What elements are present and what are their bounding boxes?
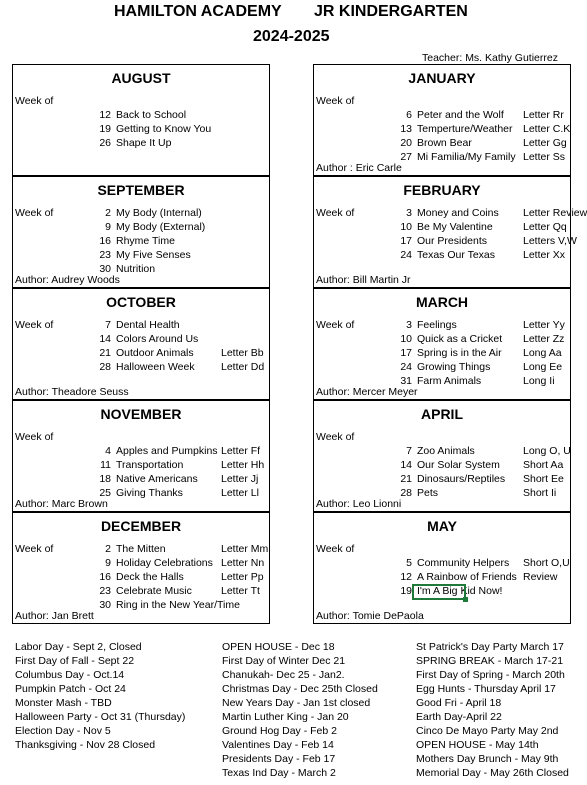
week-theme: Halloween Week xyxy=(116,361,195,373)
week-row xyxy=(13,109,269,123)
month-title: MAY xyxy=(427,518,457,534)
week-theme: Mi Familia/My Family xyxy=(417,151,516,163)
week-row xyxy=(314,207,587,221)
event-item: St Patrick's Day Party March 17 xyxy=(416,641,564,653)
week-letter: Long Ii xyxy=(523,375,555,387)
event-item: OPEN HOUSE - May 14th xyxy=(416,739,539,751)
week-letter: Letter Jj xyxy=(221,473,259,485)
events-column-3 xyxy=(416,640,569,780)
week-theme: My Five Senses xyxy=(116,249,191,261)
week-row xyxy=(13,585,269,599)
week-letter: Long Aa xyxy=(523,347,562,359)
week-row xyxy=(13,249,269,263)
month-title: JANUARY xyxy=(408,70,476,86)
event-item: Christmas Day - Dec 25th Closed xyxy=(222,683,378,695)
week-letter: Letter Tt xyxy=(221,585,260,597)
event-item: SPRING BREAK - March 17-21 xyxy=(416,655,564,667)
week-theme: Transportation xyxy=(116,459,184,471)
week-date: 3 xyxy=(406,319,412,331)
week-row xyxy=(314,473,570,487)
week-theme: Colors Around Us xyxy=(116,333,199,345)
week-theme: Dinosaurs/Reptiles xyxy=(417,473,506,485)
week-row xyxy=(13,543,269,557)
week-letter: Short Ii xyxy=(523,487,557,499)
week-letter: Letter Zz xyxy=(523,333,565,345)
week-date: 17 xyxy=(400,347,412,359)
week-date: 28 xyxy=(99,361,111,373)
week-letter: Letter Dd xyxy=(221,361,265,373)
week-row xyxy=(13,207,269,221)
week-theme: My Body (Internal) xyxy=(116,207,202,219)
month-title: APRIL xyxy=(421,406,463,422)
week-theme: Feelings xyxy=(417,319,457,331)
week-row xyxy=(314,571,570,585)
month-author: Author: Mercer Meyer xyxy=(316,386,418,398)
week-letter: Letter Gg xyxy=(523,137,567,149)
event-item: Pumpkin Patch - Oct 24 xyxy=(15,683,126,695)
week-row xyxy=(13,319,269,333)
week-theme: Rhyme Time xyxy=(116,235,175,247)
event-item: Egg Hunts - Thursday April 17 xyxy=(416,683,556,695)
week-row xyxy=(314,459,570,473)
month-september xyxy=(12,176,270,288)
week-row xyxy=(13,333,269,347)
week-date: 20 xyxy=(400,137,412,149)
month-author: Author: Tomie DePaola xyxy=(316,610,424,622)
week-date: 24 xyxy=(400,249,412,261)
week-row xyxy=(314,123,570,137)
month-author: Author : Eric Carle xyxy=(316,162,402,174)
month-author: Author: Jan Brett xyxy=(15,610,94,622)
week-row xyxy=(314,235,577,249)
week-letter: Short Aa xyxy=(523,459,564,471)
month-august xyxy=(12,64,270,176)
event-item: Texas Ind Day - March 2 xyxy=(222,767,336,779)
week-theme: Pets xyxy=(417,487,439,499)
event-item: Earth Day-April 22 xyxy=(416,711,502,723)
event-item: Cinco De Mayo Party May 2nd xyxy=(416,725,559,737)
week-theme: Giving Thanks xyxy=(116,487,183,499)
selected-cell[interactable] xyxy=(412,584,466,600)
event-item: First Day of Fall - Sept 22 xyxy=(15,655,135,667)
week-of-label: Week of xyxy=(15,95,54,107)
week-date: 14 xyxy=(99,333,111,345)
week-theme: The Mitten xyxy=(116,543,166,555)
week-theme: Peter and the Wolf xyxy=(417,109,504,121)
week-date: 31 xyxy=(400,375,412,387)
month-title: AUGUST xyxy=(111,70,171,86)
week-row xyxy=(13,361,269,375)
week-date: 2 xyxy=(105,207,111,219)
week-row xyxy=(13,347,269,361)
event-item: First Day of Spring - March 20th xyxy=(416,669,565,681)
week-row xyxy=(314,137,570,151)
week-row xyxy=(314,361,570,375)
week-row xyxy=(13,445,269,459)
week-theme: Nutrition xyxy=(116,263,156,275)
week-letter: Long Ee xyxy=(523,361,563,373)
month-author: Author: Theadore Seuss xyxy=(15,386,129,398)
week-date: 12 xyxy=(400,571,412,583)
event-item: Good Fri - April 18 xyxy=(416,697,502,709)
week-letter: Long O, U xyxy=(523,445,571,457)
week-date: 30 xyxy=(99,599,111,611)
month-february xyxy=(313,176,587,288)
week-date: 14 xyxy=(400,459,412,471)
events-column-1 xyxy=(15,640,185,752)
week-letter: Short O,U xyxy=(523,557,570,569)
event-item: Presidents Day - Feb 17 xyxy=(222,753,336,765)
month-author: Author: Bill Martin Jr xyxy=(316,274,411,286)
week-letter: Letter Hh xyxy=(221,459,265,471)
event-item: Martin Luther King - Jan 20 xyxy=(222,711,349,723)
week-date: 19 xyxy=(99,123,111,135)
week-date: 7 xyxy=(406,445,412,457)
week-theme: Ring in the New Year/Time xyxy=(116,599,240,611)
week-date: 2 xyxy=(105,543,111,555)
week-of-label: Week of xyxy=(15,319,54,331)
week-date: 12 xyxy=(99,109,111,121)
week-theme: Getting to Know You xyxy=(116,123,212,135)
month-title: SEPTEMBER xyxy=(97,182,185,198)
week-date: 5 xyxy=(406,557,412,569)
week-theme: Growing Things xyxy=(417,361,491,373)
week-letter: Letter C.K xyxy=(523,123,571,135)
week-theme: Spring is in the Air xyxy=(417,347,502,359)
week-row xyxy=(13,571,269,585)
week-theme: My Body (External) xyxy=(116,221,206,233)
week-row xyxy=(314,221,570,235)
week-of-label: Week of xyxy=(316,431,355,443)
week-date: 9 xyxy=(105,557,111,569)
week-theme: Back to School xyxy=(116,109,187,121)
week-date: 30 xyxy=(99,263,111,275)
week-row xyxy=(314,347,570,361)
week-row xyxy=(13,459,269,473)
week-of-label: Week of xyxy=(15,543,54,555)
month-author: Author: Marc Brown xyxy=(15,498,108,510)
week-letter: Letter Pp xyxy=(221,571,264,583)
week-date: 19 xyxy=(400,585,412,597)
event-item: Monster Mash - TBD xyxy=(15,697,112,709)
program-name: JR KINDERGARTEN xyxy=(314,3,468,20)
week-letter: Letter Xx xyxy=(523,249,566,261)
event-item: Mothers Day Brunch - May 9th xyxy=(416,753,559,765)
week-date: 10 xyxy=(400,221,412,233)
week-row xyxy=(13,137,269,151)
week-letter: Letter Bb xyxy=(221,347,264,359)
week-theme: Community Helpers xyxy=(417,557,510,569)
week-theme: Our Presidents xyxy=(417,235,488,247)
week-letter: Short Ee xyxy=(523,473,564,485)
event-item: Chanukah- Dec 25 - Jan2. xyxy=(222,669,345,681)
week-letter: Letter Nn xyxy=(221,557,265,569)
week-date: 21 xyxy=(400,473,412,485)
week-row xyxy=(13,557,269,571)
month-november xyxy=(12,400,270,512)
event-item: Thanksgiving - Nov 28 Closed xyxy=(15,739,156,751)
week-theme: Money and Coins xyxy=(417,207,499,219)
school-year: 2024-2025 xyxy=(253,28,330,45)
week-letter: Letters V,W xyxy=(523,235,577,247)
event-item: Valentines Day - Feb 14 xyxy=(222,739,334,751)
week-date: 9 xyxy=(105,221,111,233)
teacher-name: Teacher: Ms. Kathy Gutierrez xyxy=(422,52,558,64)
week-theme: Native Americans xyxy=(116,473,198,485)
week-theme: Holiday Celebrations xyxy=(116,557,213,569)
week-row xyxy=(314,249,570,263)
fill-handle[interactable] xyxy=(463,597,468,602)
week-theme: Our Solar System xyxy=(417,459,500,471)
school-name: HAMILTON ACADEMY xyxy=(114,3,282,20)
week-letter: Letter Ss xyxy=(523,151,566,163)
week-row xyxy=(314,109,570,123)
event-item: Memorial Day - May 26th Closed xyxy=(416,767,569,779)
week-theme: Texas Our Texas xyxy=(417,249,496,261)
week-date: 6 xyxy=(406,109,412,121)
week-of-label: Week of xyxy=(316,319,355,331)
week-letter: Letter Qq xyxy=(523,221,567,233)
week-of-label: Week of xyxy=(15,207,54,219)
event-item: Election Day - Nov 5 xyxy=(15,725,111,737)
week-row xyxy=(13,473,269,487)
month-october xyxy=(12,288,270,400)
week-theme: Be My Valentine xyxy=(417,221,493,233)
week-date: 21 xyxy=(99,347,111,359)
month-december xyxy=(12,512,270,624)
week-row xyxy=(314,319,570,333)
week-theme: Farm Animals xyxy=(417,375,482,387)
week-date: 7 xyxy=(105,319,111,331)
event-item: Labor Day - Sept 2, Closed xyxy=(15,641,142,653)
week-row xyxy=(314,445,570,459)
week-letter: Letter Yy xyxy=(523,319,565,331)
week-date: 28 xyxy=(400,487,412,499)
week-theme: I'm A Big Kid Now! xyxy=(417,585,503,597)
week-of-label: Week of xyxy=(316,207,355,219)
month-may xyxy=(313,512,571,624)
month-title: NOVEMBER xyxy=(100,406,182,422)
week-date: 24 xyxy=(400,361,412,373)
month-title: DECEMBER xyxy=(100,518,182,534)
week-date: 10 xyxy=(400,333,412,345)
week-date: 17 xyxy=(400,235,412,247)
week-letter: Review xyxy=(523,571,558,583)
event-item: Columbus Day - Oct.14 xyxy=(15,669,125,681)
week-date: 3 xyxy=(406,207,412,219)
week-row xyxy=(13,221,269,235)
week-theme: Temperture/Weather xyxy=(417,123,513,135)
week-date: 18 xyxy=(99,473,111,485)
week-theme: Quick as a Cricket xyxy=(417,333,503,345)
week-row xyxy=(13,235,269,249)
week-of-label: Week of xyxy=(15,431,54,443)
month-january xyxy=(313,64,571,176)
week-date: 23 xyxy=(99,249,111,261)
week-row xyxy=(314,333,570,347)
month-title: FEBRUARY xyxy=(403,182,481,198)
event-item: New Years Day - Jan 1st closed xyxy=(222,697,371,709)
week-letter: Letter Mm xyxy=(221,543,269,555)
week-date: 13 xyxy=(400,123,412,135)
month-title: OCTOBER xyxy=(106,294,176,310)
week-date: 26 xyxy=(99,137,111,149)
week-date: 23 xyxy=(99,585,111,597)
week-theme: Outdoor Animals xyxy=(116,347,194,359)
month-title: MARCH xyxy=(415,294,469,310)
month-april xyxy=(313,400,571,512)
week-letter: Letter Ff xyxy=(221,445,261,457)
week-date: 25 xyxy=(99,487,111,499)
week-theme: Zoo Animals xyxy=(417,445,475,457)
event-item: First Day of Winter Dec 21 xyxy=(222,655,346,667)
week-of-label: Week of xyxy=(316,543,355,555)
week-date: 4 xyxy=(105,445,111,457)
week-row xyxy=(13,123,269,137)
week-theme: Apples and Pumpkins xyxy=(116,445,218,457)
event-item: Ground Hog Day - Feb 2 xyxy=(222,725,337,737)
week-row xyxy=(314,557,570,571)
week-letter: Letter Ll xyxy=(221,487,259,499)
week-date: 11 xyxy=(100,459,111,471)
week-theme: Shape It Up xyxy=(116,137,172,149)
week-theme: Deck the Halls xyxy=(116,571,184,583)
week-letter: Letter Rr xyxy=(523,109,564,121)
event-item: Halloween Party - Oct 31 (Thursday) xyxy=(15,711,186,723)
event-item: OPEN HOUSE - Dec 18 xyxy=(222,641,335,653)
month-author: Author: Audrey Woods xyxy=(15,274,120,286)
week-letter: Letter Review xyxy=(523,207,587,219)
week-date: 27 xyxy=(400,151,412,163)
week-date: 16 xyxy=(99,571,111,583)
week-date: 16 xyxy=(99,235,111,247)
month-author: Author: Leo Lionni xyxy=(316,498,402,510)
events-column-2 xyxy=(222,640,378,780)
week-theme: Celebrate Music xyxy=(116,585,192,597)
week-theme: Dental Health xyxy=(116,319,180,331)
week-theme: Brown Bear xyxy=(417,137,472,149)
month-march xyxy=(313,288,571,400)
week-of-label: Week of xyxy=(316,95,355,107)
week-theme: A Rainbow of Friends xyxy=(417,571,517,583)
